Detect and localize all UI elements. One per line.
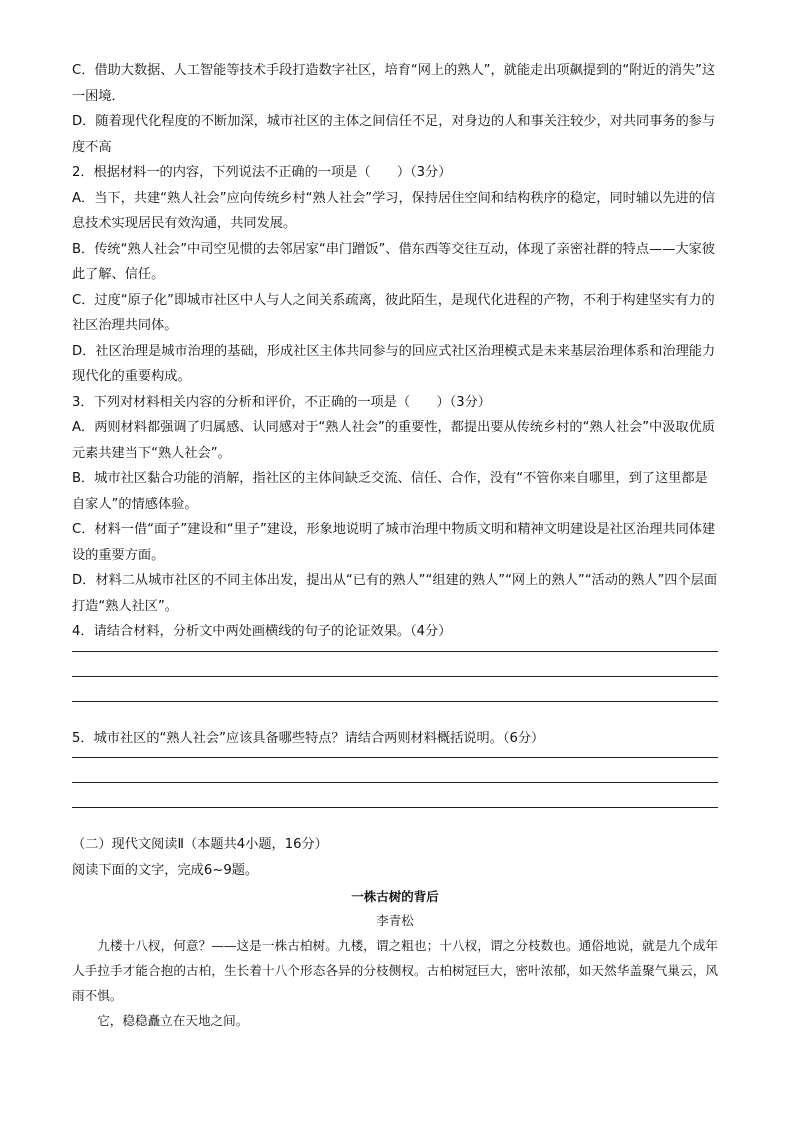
- q5-stem: 5．城市社区的“熟人社会”应该具备哪些特点？请结合两则材料概括说明。（6分）: [72, 730, 545, 746]
- answer-line: [72, 651, 718, 652]
- article-author: 李青松: [376, 913, 414, 928]
- q2-option-b: B．传统“熟人社会”中司空见惯的去邻居家“串门蹭饭”、借东西等交往互动，体现了亲密社群的特点——大家彼此了解、信任。: [72, 241, 715, 282]
- article-title: 一株古树的背后: [351, 889, 439, 904]
- exam-page: [72, 58, 718, 1033]
- q2-option-a: A．当下，共建“熟人社会”应向传统乡村“熟人社会”学习，保持居住空间和结构秩序的稳定，同时辅以先进的信息技术实现居民有效沟通，共同发展。: [72, 190, 715, 231]
- answer-line: [72, 701, 718, 702]
- q4-stem: 4．请结合材料，分析文中两处画横线的句子的论证效果。（4分）: [72, 624, 452, 639]
- article-paragraph: 它，稳稳矗立在天地之间。: [97, 1013, 249, 1028]
- q3-stem: 3．下列对材料相关内容的分析和评价，不正确的一项是（ ）（3分）: [72, 394, 491, 410]
- q3-option-b: B．城市社区黏合功能的消解，指社区的主体间缺乏交流、信任、合作，没有“不管你来自哪里，到了这里都是自家人”的情感体验。: [72, 471, 708, 512]
- answer-line: [72, 782, 718, 783]
- section2-heading: （二）现代文阅读Ⅱ（本题共4小题，16分）: [72, 837, 328, 852]
- q5-answer-area[interactable]: [72, 751, 718, 808]
- q3-option-a: A．两则材料都强调了归属感、认同感对于“熟人社会”的重要性，都提出要从传统乡村的“熟人社会”中汲取优质元素共建当下“熟人社会”。: [72, 420, 715, 461]
- q2-stem: 2．根据材料一的内容，下列说法不正确的一项是（ ）（3分）: [72, 165, 452, 180]
- q3-option-d: D．材料二从城市社区的不同主体出发，提出从“已有的熟人”“组建的熟人”“网上的熟人”“活动的熟人”四个层面打造“熟人社区”。: [72, 573, 718, 614]
- q2-option-d: D．社区治理是城市治理的基础，形成社区主体共同参与的回应式社区治理模式是未来基层治理体系和治理能力现代化的重要构成。: [72, 343, 716, 384]
- answer-line: [72, 757, 718, 758]
- q1-option-d: D．随着现代化程度的不断加深，城市社区的主体之间信任不足，对身边的人和事关注较少，对共同事务的参与度不高: [72, 114, 716, 155]
- article-paragraph: 九楼十八杈，何意？——这是一株古柏树。九楼，谓之粗也；十八杈，谓之分枝数也。通俗地说，就是九个成年人手拉手才能合抱的古柏，生长着十八个形态各异的分枝侧杈。古柏树冠巨大，密叶浓郁，如天然华盖聚气巢云，风雨不惧。: [72, 938, 718, 1003]
- q2-option-c: C．过度“原子化”即城市社区中人与人之间关系疏离，彼此陌生，是现代化进程的产物，不利于构建坚实有力的社区治理共同体。: [72, 292, 715, 333]
- q3-option-c: C．材料一借“面子”建设和“里子”建设，形象地说明了城市治理中物质文明和精神文明建设是社区治理共同体建设的重要方面。: [72, 522, 716, 563]
- answer-line: [72, 807, 718, 808]
- q4-answer-area[interactable]: [72, 645, 718, 702]
- section2-instruction: 阅读下面的文字，完成6~9题。: [72, 862, 259, 878]
- q1-option-c: C．借助大数据、人工智能等技术手段打造数字社区，培育“网上的熟人”，就能走出项飙提到的“附近的消失”这一困境．: [72, 63, 716, 104]
- answer-line: [72, 676, 718, 677]
